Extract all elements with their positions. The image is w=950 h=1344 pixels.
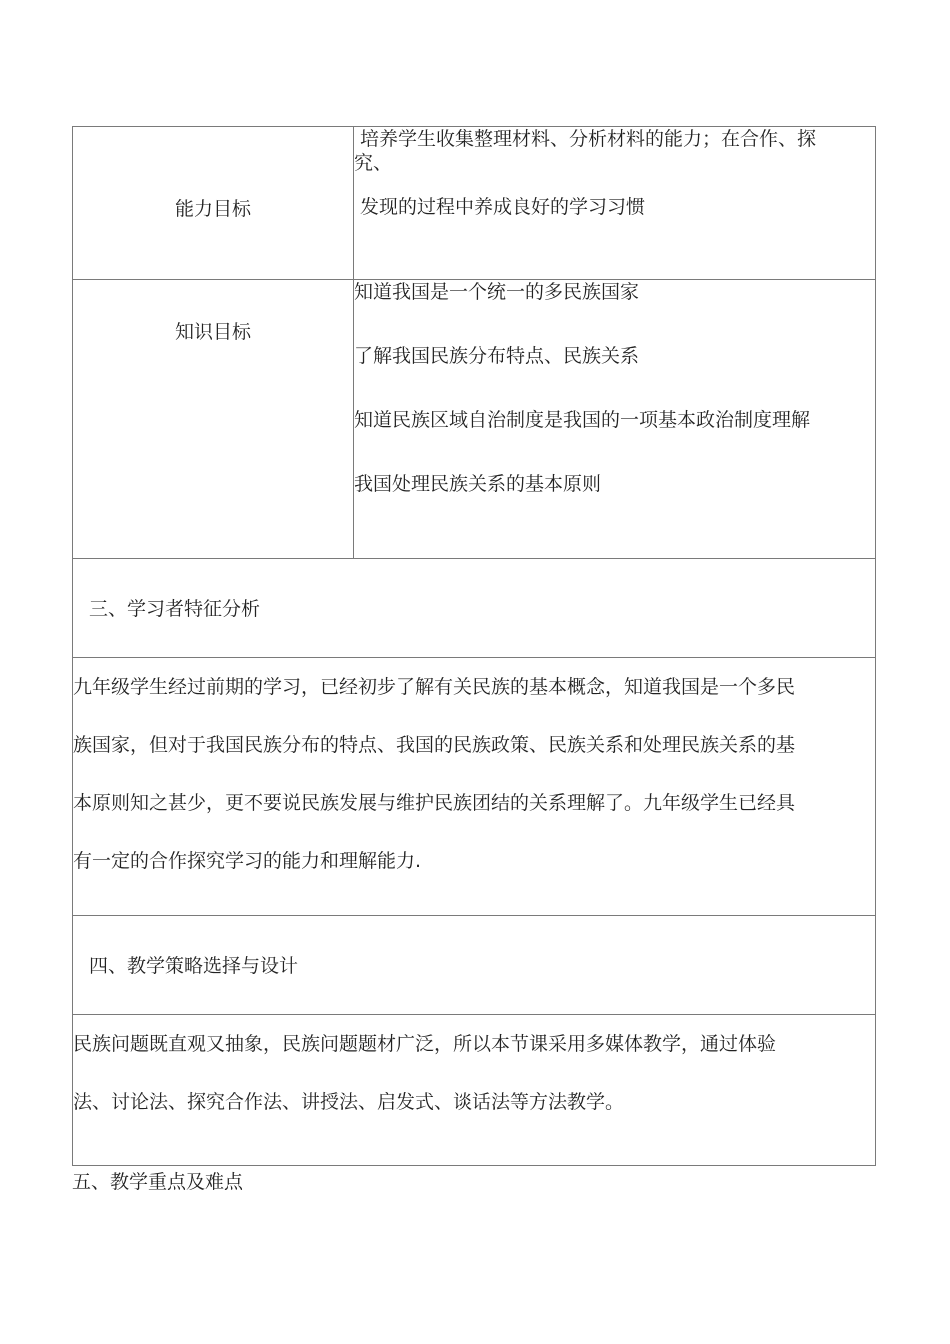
knowledge-goal-label-cell [73,280,354,559]
paragraph-line: 民族问题既直观又抽象，民族问题题材广泛，所以本节课采用多媒体教学，通过体验 [73,1033,777,1055]
ability-goal-line: 发现的过程中养成良好的学习习惯 [360,196,646,218]
learner-analysis-heading-row [73,559,876,658]
paragraph-line: 有一定的合作探究学习的能力和理解能力. [73,850,422,872]
teaching-strategy-row [73,1015,876,1166]
paragraph-line: 族国家，但对于我国民族分布的特点、我国的民族政策、民族关系和处理民族关系的基 [73,734,796,756]
ability-goal-line: 培养学生收集整理材料、分析材料的能力；在合作、探 [360,128,817,150]
ability-goal-label-cell [73,127,354,280]
learner-analysis-paragraph [73,658,876,916]
learner-analysis-heading: 三、学习者特征分析 [89,598,261,620]
knowledge-goal-row [73,280,876,559]
ability-goal-content-cell [354,127,876,280]
key-points-heading: 五、教学重点及难点 [72,1171,244,1193]
knowledge-goal-item: 了解我国民族分布特点、民族关系 [354,345,640,367]
teaching-strategy-heading-row [73,916,876,1015]
knowledge-goal-item: 知道民族区域自治制度是我国的一项基本政治制度理解 [354,409,811,431]
paragraph-line: 法、讨论法、探究合作法、讲授法、启发式、谈话法等方法教学。 [73,1091,625,1113]
lesson-plan-table [72,126,876,1166]
ability-goal-label: 能力目标 [174,198,251,220]
ability-goal-line: 究、 [354,152,393,174]
teaching-strategy-paragraph [73,1015,876,1166]
paragraph-line: 九年级学生经过前期的学习，已经初步了解有关民族的基本概念，知道我国是一个多民 [73,676,796,698]
knowledge-goal-label: 知识目标 [174,321,251,343]
teaching-strategy-heading: 四、教学策略选择与设计 [89,955,299,977]
knowledge-goal-content-cell [354,280,876,559]
ability-goal-row [73,127,876,280]
teaching-strategy-heading-cell [73,916,876,1015]
learner-analysis-row [73,658,876,916]
knowledge-goal-item: 知道我国是一个统一的多民族国家 [354,281,640,303]
knowledge-goal-item: 我国处理民族关系的基本原则 [354,473,602,495]
paragraph-line: 本原则知之甚少，更不要说民族发展与维护民族团结的关系理解了。九年级学生已经具 [73,792,796,814]
learner-analysis-heading-cell [73,559,876,658]
